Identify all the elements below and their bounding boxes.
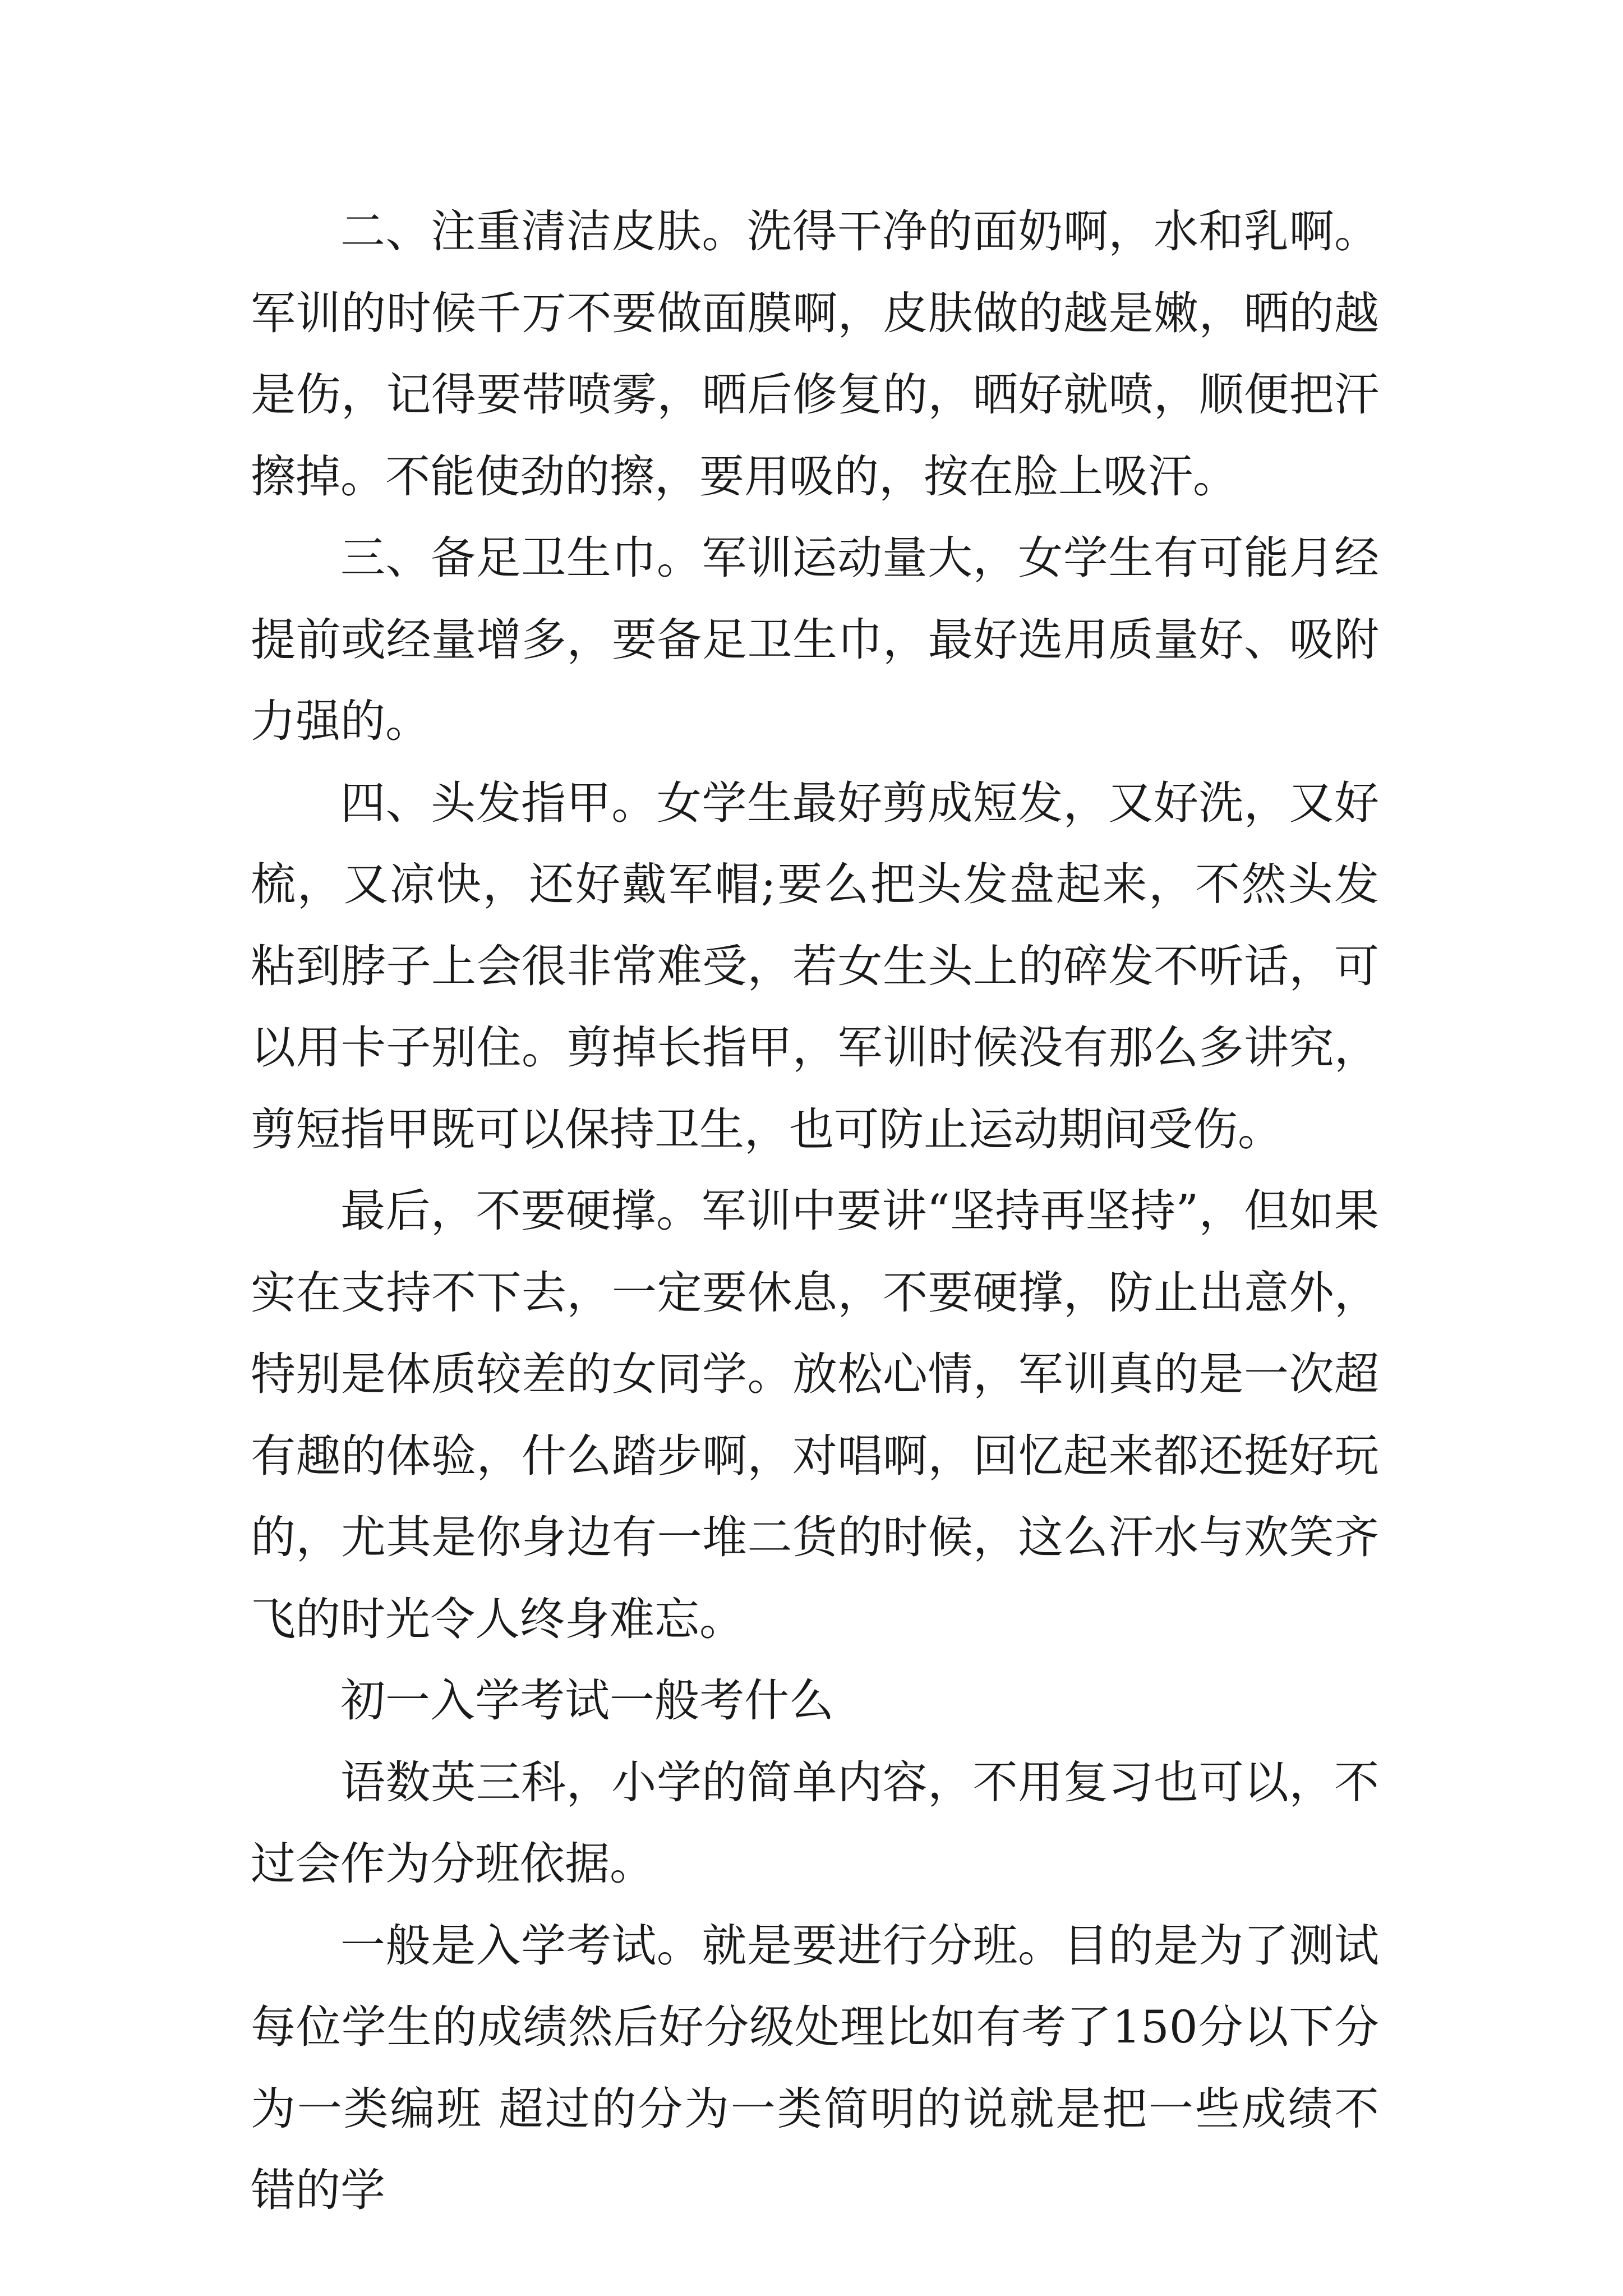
paragraph-dont-overexert: 最后，不要硬撑。军训中要讲“坚持再坚持”，但如果实在支持不下去，一定要休息，不要硬撑，防止出意外，特别是体质较差的女同学。放松心情，军训真的是一次超有趣的体验，什么踏步啊，对唱啊，回忆起来都还挺好玩的，尤其是你身边有一堆二货的时候，这么汗水与欢笑齐飞的时光令人终身难忘。: [251, 1185, 1379, 1645]
paragraph-hair-nails: 四、头发指甲。女学生最好剪成短发，又好洗，又好梳，又凉快，还好戴军帽;要么把头发盘起来，不然头发粘到脖子上会很非常难受，若女生头上的碎发不听话，可以用卡子别住。剪掉长指甲，军训时候没有那么多讲究，剪短指甲既可以保持卫生，也可防止运动期间受伤。: [251, 776, 1379, 1156]
document-body: [251, 191, 1379, 2231]
section-heading-entrance-exam: 初一入学考试一般考什么: [340, 1674, 834, 1727]
paragraph-skin-care: 二、注重清洁皮肤。洗得干净的面奶啊，水和乳啊。军训的时候千万不要做面膜啊，皮肤做的越是嫩，晒的越是伤，记得要带喷雾，晒后修复的，晒好就喷，顺便把汗擦掉。不能使劲的擦，要用吸的，按在脸上吸汗。: [251, 205, 1379, 503]
paragraph-class-placement: 一般是入学考试。就是要进行分班。目的是为了测试每位学生的成绩然后好分级处理比如有考了150分以下分为一类编班 超过的分为一类简明的说就是把一些成绩不错的学: [251, 1919, 1379, 2216]
paragraph-sanitary-pads: 三、备足卫生巾。军训运动量大，女学生有可能月经提前或经量增多，要备足卫生巾，最好选用质量好、吸附力强的。: [251, 532, 1379, 747]
paragraph-exam-subjects: 语数英三科，小学的简单内容，不用复习也可以，不过会作为分班依据。: [251, 1756, 1379, 1890]
